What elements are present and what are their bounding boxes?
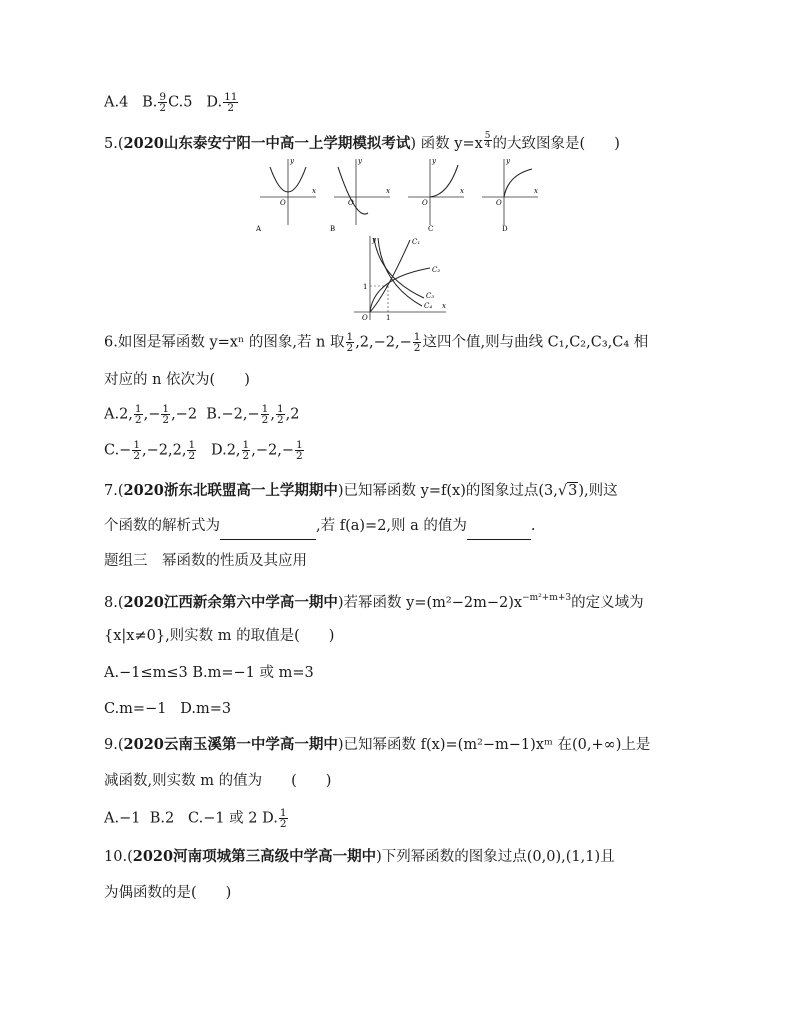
- q8-options-ab: A.−1≤m≤3 B.m=−1 或 m=3: [104, 665, 314, 681]
- q5-exponent: $\frac{5}{4}$: [484, 131, 491, 150]
- q7-source: 2020浙东北联盟高一上学期期中: [123, 482, 338, 499]
- q4-option-b-fraction: $\frac{9}{2}$: [159, 91, 167, 114]
- q8-options-cd: C.m=−1 D.m=3: [104, 701, 232, 717]
- svg-text:O: O: [362, 314, 368, 322]
- svg-text:1: 1: [363, 283, 368, 291]
- q6-options-cd: C.− $\frac{1}{2}$ ,−2,2, $\frac{1}{2}$ D.2, $\frac{1}{2}$ ,−2,− $\frac{1}{2}$: [104, 439, 303, 462]
- svg-text:C: C: [428, 225, 434, 233]
- svg-text:O: O: [422, 199, 428, 207]
- svg-text:y: y: [358, 157, 362, 165]
- q5-graph-b: [330, 157, 390, 233]
- svg-text:B: B: [330, 225, 336, 233]
- q8-stem-line2: {x|x≠0},则实数 m 的取值是( ): [104, 628, 335, 644]
- section-3-title: 题组三 幂函数的性质及其应用: [104, 553, 307, 569]
- q6-stem-line2: 对应的 n 依次为( ): [104, 372, 250, 388]
- svg-text:y: y: [290, 157, 294, 165]
- svg-text:x: x: [312, 187, 316, 195]
- svg-text:x: x: [460, 187, 464, 195]
- q5-source: 2020山东泰安宁阳一中高一上学期模拟考试: [123, 135, 411, 152]
- svg-text:A: A: [256, 225, 262, 233]
- q6-figure: [350, 234, 450, 322]
- q5-stem: 5.(2020山东泰安宁阳一中高一上学期模拟考试) 函数 y=x $\frac{5}{4}$ 的大致图象是( ): [104, 131, 620, 152]
- q9-stem-line1: 9.(2020云南玉溪第一中学高一期中)已知幂函数 f(x)=(m²−m−1)xᵐ 在(0,+∞)上是: [104, 736, 651, 753]
- svg-text:O: O: [280, 199, 286, 207]
- q4-option-d-fraction: $\frac{11}{2}$: [224, 91, 238, 114]
- q7-stem-line2: 个函数的解析式为 ,若 f(a)=2,则 a 的值为 .: [104, 516, 536, 540]
- svg-text:x: x: [442, 302, 446, 310]
- q10-stem-line2: 为偶函数的是( ): [104, 885, 232, 901]
- svg-text:y: y: [432, 157, 436, 165]
- q5-text: 函数 y=x: [420, 136, 483, 152]
- svg-text:D: D: [502, 225, 508, 233]
- svg-text:y: y: [506, 157, 510, 165]
- q7-blank-2[interactable]: [467, 519, 531, 540]
- q5-graphs: [252, 155, 562, 235]
- q5-number: 5.: [104, 136, 118, 152]
- q4-option-b-prefix: B.: [142, 94, 158, 111]
- q7-stem-line1: 7.(2020浙东北联盟高一上学期期中)已知幂函数 y=f(x)的图象过点(3,√3),则这: [104, 482, 618, 499]
- svg-text:O: O: [496, 199, 502, 207]
- q10-source: 2020河南项城第三高级中学高一期中: [132, 848, 377, 865]
- q6-options-ab: A.2, $\frac{1}{2}$ ,− $\frac{1}{2}$ ,−2 B.−2,− $\frac{1}{2}$ , $\frac{1}{2}$ ,2: [104, 403, 300, 426]
- svg-text:C₁: C₁: [412, 238, 421, 246]
- q9-stem-line2: 减函数,则实数 m 的值为 ( ): [104, 773, 332, 789]
- curve-c4: [378, 238, 422, 306]
- q9-options: A.−1 B.2 C.−1 或 2 D. $\frac{1}{2}$: [104, 807, 287, 830]
- svg-text:O: O: [348, 199, 354, 207]
- svg-text:C₃: C₃: [426, 292, 435, 300]
- svg-text:C₄: C₄: [424, 302, 433, 310]
- svg-text:y: y: [372, 236, 376, 244]
- svg-text:x: x: [534, 187, 538, 195]
- q5-graph-d: [482, 157, 538, 233]
- q4-options: [104, 92, 239, 113]
- q8-source: 2020江西新余第六中学高一期中: [123, 594, 338, 611]
- q8-stem-line1: 8.(2020江西新余第六中学高一期中)若幂函数 $y=(m^2-2m-2)x^{-m^2+m+3}$的定义域为: [104, 593, 644, 611]
- q5-graph-a: [255, 157, 316, 233]
- q4-option-d-prefix: D.: [206, 94, 223, 111]
- svg-text:C₂: C₂: [432, 266, 441, 274]
- q6-stem-line1: 6.如图是幂函数 y=xⁿ 的图象,若 n 取 $\frac{1}{2}$ ,2,−2,− $\frac{1}{2}$ 这四个值,则与曲线 C₁,C₂,C₃,C₄ 相: [104, 331, 649, 354]
- q10-stem-line1: 10.(2020河南项城第三高级中学高一期中)下列幂函数的图象过点(0,0),(1,1)且: [104, 848, 615, 865]
- svg-text:1: 1: [386, 314, 391, 322]
- q9-source: 2020云南玉溪第一中学高一期中: [123, 736, 338, 753]
- q4-option-c: C.5: [168, 94, 193, 111]
- q4-option-a: A.4: [104, 94, 129, 111]
- q7-blank-1[interactable]: [220, 519, 316, 540]
- svg-text:x: x: [386, 187, 390, 195]
- q5-graph-c: [408, 157, 464, 233]
